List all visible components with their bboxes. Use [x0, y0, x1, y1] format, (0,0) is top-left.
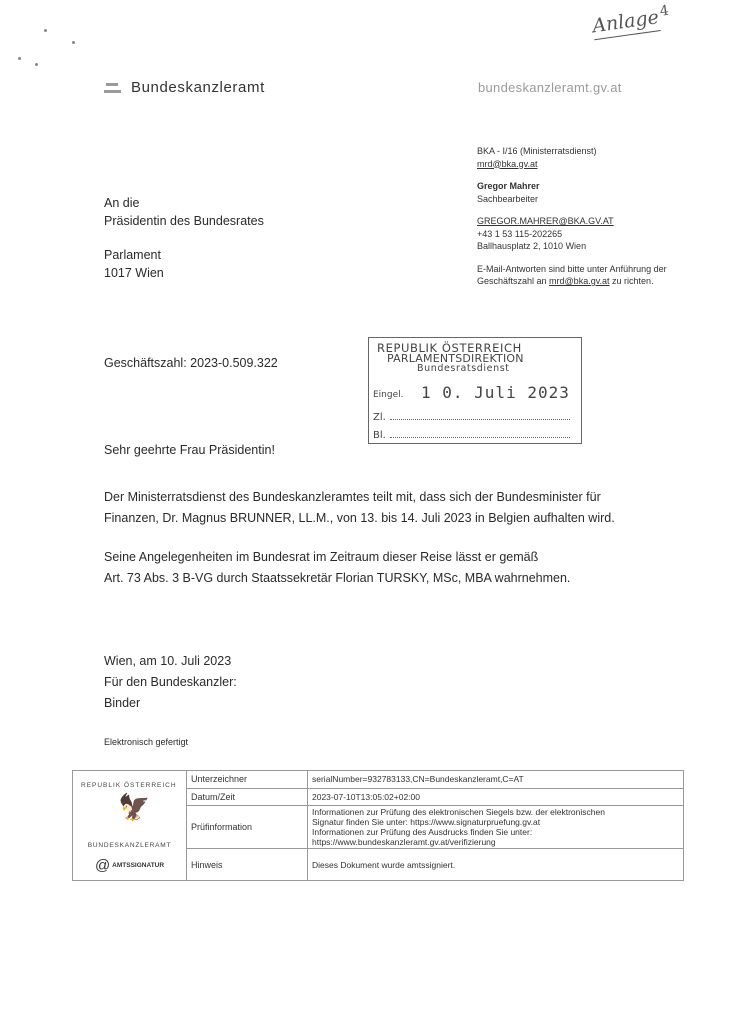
place-date: Wien, am 10. Juli 2023 — [104, 654, 232, 668]
table-row: Hinweis Dieses Dokument wurde amtssigniert. — [73, 849, 684, 881]
scan-speck — [35, 63, 38, 66]
signature-block — [72, 770, 684, 881]
seal-arc-text: REPUBLIK ÖSTERREICH — [81, 781, 177, 789]
table-row: Prüfinformation Informationen zur Prüfung des elektronischen Siegels bzw. der elektronischen Signatur finden Sie unter: https://www.signaturpruefung.gv.at Informationen zur Prüfung des Ausdrucks finden Sie unter: https://www.bundeskanzleramt.gv.at/verifizierung — [73, 806, 684, 849]
sender-department: BKA - I/16 (Ministerratsdienst) — [477, 146, 597, 156]
handwritten-annotation: Anlage$^4$ — [591, 3, 671, 38]
logo-text: Bundeskanzleramt — [131, 79, 265, 96]
scan-speck — [18, 57, 21, 60]
electronic-note: Elektronisch gefertigt — [104, 737, 189, 747]
receipt-stamp: REPUBLIK ÖSTERREICH PARLAMENTSDIREKTION Bundesratsdienst Eingel. 1 0. Juli 2023 Zl. Bl. — [368, 337, 582, 444]
scan-speck — [44, 29, 47, 32]
at-sign-icon: @ — [94, 856, 111, 874]
recipient-address: An die Präsidentin des Bundesrates Parlament 1017 Wien — [104, 196, 264, 280]
reference-number: Geschäftszahl: 2023-0.509.322 — [104, 356, 278, 370]
on-behalf: Für den Bundeskanzler: — [104, 675, 237, 689]
body-paragraph-1: Der Ministerratsdienst des Bundeskanzleramtes teilt mit, dass sich der Bundesminister für Finanzen, Dr. Magnus BRUNNER, LL.M., von 13. bis 14. Juli 2023 in Belgien aufhalten wird. — [104, 490, 615, 525]
sender-info — [477, 145, 667, 288]
bka-logo — [104, 79, 265, 96]
eagle-coat-of-arms-icon: 🦅 — [118, 791, 151, 822]
reply-email-link[interactable]: mrd@bka.gv.at — [549, 276, 610, 286]
table-row: Datum/Zeit 2023-07-10T13:05:02+02:00 — [73, 788, 684, 806]
closing — [104, 651, 237, 714]
sender-address: Ballhausplatz 2, 1010 Wien — [477, 241, 587, 251]
sender-name: Gregor Mahrer — [477, 181, 540, 191]
sender-phone: +43 1 53 115-202265 — [477, 228, 563, 239]
signatory: Binder — [104, 696, 141, 710]
bka-logo-icon — [104, 83, 121, 93]
reply-note-line1: E-Mail-Antworten sind bitte unter Anführung der — [477, 263, 667, 274]
reply-note-line2: Geschäftszahl an mrd@bka.gv.at zu richten. — [477, 276, 654, 286]
amtssignatur-logo: @ AMTSSIGNATUR — [94, 856, 165, 874]
seal-org: BUNDESKANZLERAMT — [87, 841, 172, 849]
seal-cell — [73, 771, 187, 881]
salutation: Sehr geehrte Frau Präsidentin! — [104, 443, 275, 457]
department-email[interactable]: mrd@bka.gv.at — [477, 158, 538, 169]
sender-role: Sachbearbeiter — [477, 193, 539, 204]
website-url: bundeskanzleramt.gv.at — [478, 80, 622, 95]
stamp-date: 1 0. Juli 2023 — [421, 383, 570, 402]
body-paragraph-2: Seine Angelegenheiten im Bundesrat im Zeitraum dieser Reise lässt er gemäß Art. 73 Abs. 3 B-VG durch Staatssekretär Florian TURSKY, MSc, MBA wahrnehmen. — [104, 550, 571, 585]
sender-email[interactable]: GREGOR.MAHRER@BKA.GV.AT — [477, 216, 614, 226]
scan-speck — [72, 41, 75, 44]
table-row: REPUBLIK ÖSTERREICH 🦅 BUNDESKANZLERAMT @ AMTSSIGNATUR Unterzeichner serialNumber=932783133,CN=Bundeskanzleramt,C=AT — [73, 771, 684, 789]
